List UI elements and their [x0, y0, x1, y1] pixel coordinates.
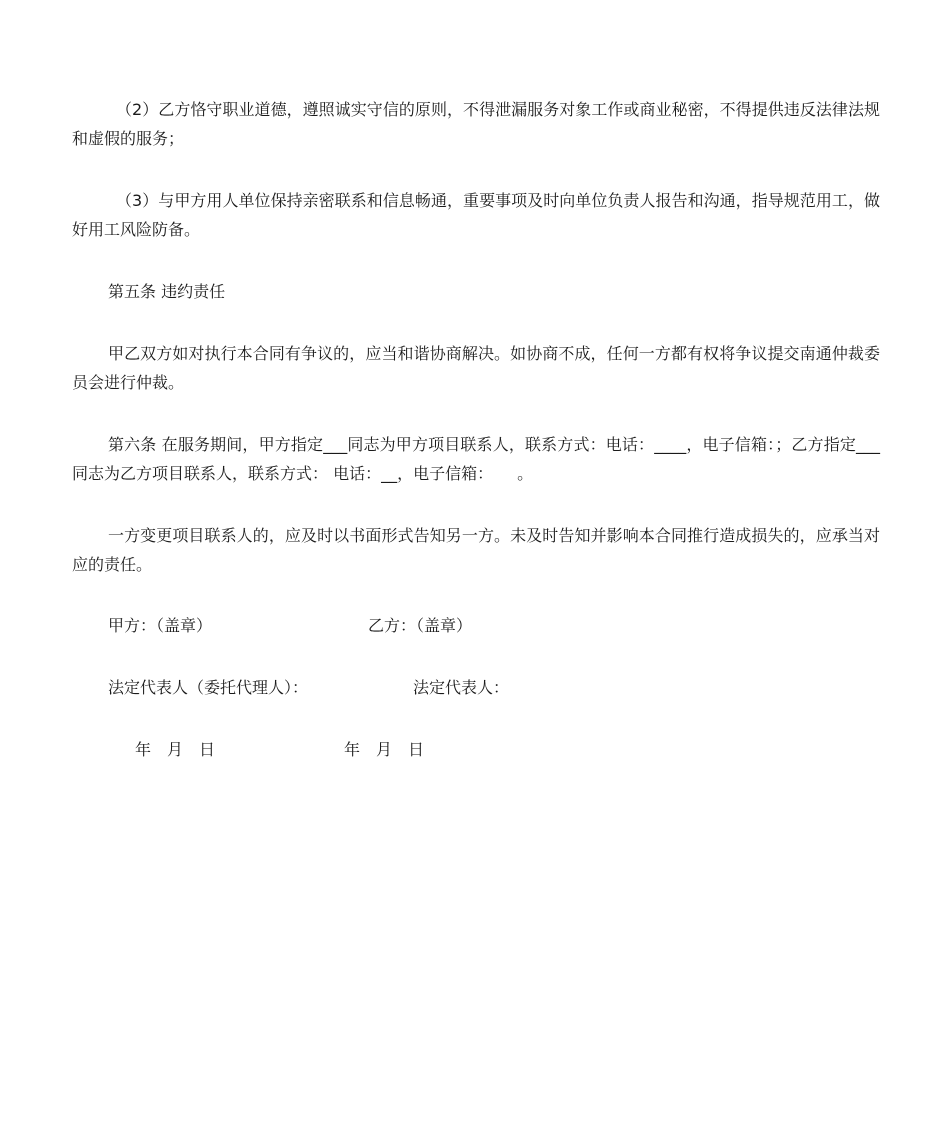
party-a-representative-label: 法定代表人（委托代理人）： [108, 678, 309, 697]
clause-6-body: 第六条 在服务期间，甲方指定___同志为甲方项目联系人，联系方式：电话：____，电子信箱：；乙方指定___同志为乙方项目联系人，联系方式： 电话：__，电子信箱： 。 [72, 435, 880, 483]
party-a-date-label: 年 月 日 [135, 740, 216, 759]
party-a-seal-label: 甲方：（盖章） [108, 616, 213, 635]
clause-5-body: 甲乙双方如对执行本合同有争议的，应当和谐协商解决。如协商不成，任何一方都有权将争议提交南通仲裁委员会进行仲裁。 [72, 344, 880, 392]
party-b-seal-label: 乙方：（盖章） [368, 616, 473, 635]
clause-4-item-2: （2）乙方恪守职业道德，遵照诚实守信的原则，不得泄漏服务对象工作或商业秘密，不得提供违反法律法规和虚假的服务； [72, 100, 880, 148]
contact-change-paragraph: 一方变更项目联系人的，应及时以书面形式告知另一方。未及时告知并影响本合同推行造成损失的，应承当对应的责任。 [72, 526, 880, 574]
party-b-representative-label: 法定代表人： [413, 678, 510, 697]
clause-5-heading: 第五条 违约责任 [108, 282, 226, 301]
party-b-date-label: 年 月 日 [344, 740, 425, 759]
clause-4-item-3: （3）与甲方用人单位保持亲密联系和信息畅通，重要事项及时向单位负责人报告和沟通，指导规范用工，做好用工风险防备。 [72, 191, 880, 239]
